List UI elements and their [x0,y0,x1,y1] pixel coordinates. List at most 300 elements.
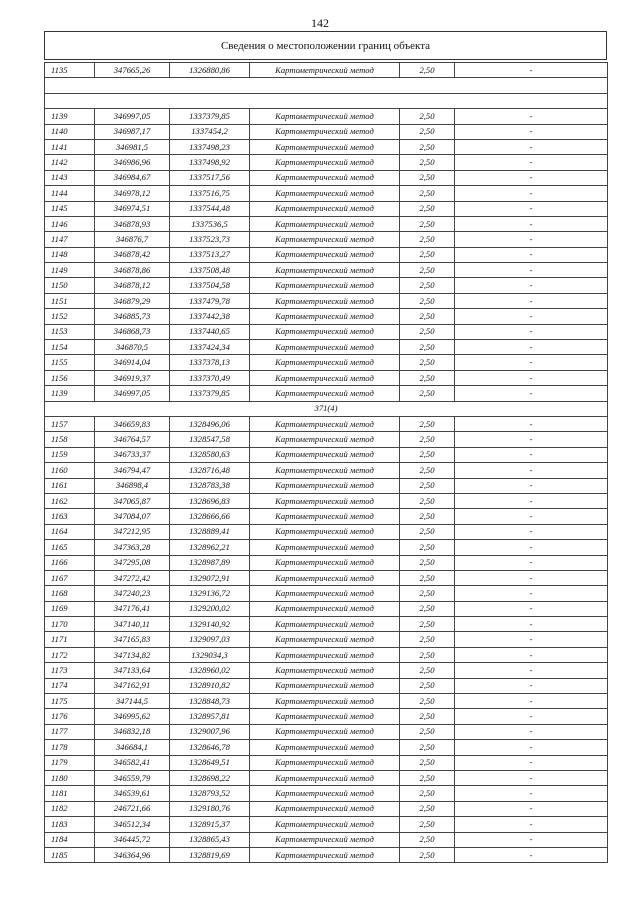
note-cell: - [455,216,608,231]
table-title: Сведения о местоположении границ объекта [44,31,607,60]
method-cell: Картометрический метод [250,324,400,339]
table-row [45,124,608,139]
point-number: 1179 [45,755,95,770]
point-number: 1161 [45,478,95,493]
accuracy-cell: 2,50 [400,416,455,431]
method-cell: Картометрический метод [250,817,400,832]
y-coordinate: 1328889,41 [170,524,250,539]
note-cell: - [455,340,608,355]
method-cell: Картометрический метод [250,463,400,478]
note-cell: - [455,540,608,555]
table-row [45,278,608,293]
method-cell: Картометрический метод [250,278,400,293]
x-coordinate: 346986,96 [95,155,170,170]
x-coordinate: 347176,41 [95,601,170,616]
y-coordinate: 1337504,58 [170,278,250,293]
empty-cell [455,78,608,93]
table-row [45,416,608,431]
y-coordinate: 1337508,48 [170,263,250,278]
table-row [45,293,608,308]
empty-cell [250,93,400,108]
table-row [45,139,608,154]
point-number: 1170 [45,617,95,632]
accuracy-cell: 2,50 [400,386,455,401]
accuracy-cell: 2,50 [400,263,455,278]
accuracy-cell: 2,50 [400,370,455,385]
y-coordinate: 1337370,49 [170,370,250,385]
method-cell: Картометрический метод [250,801,400,816]
x-coordinate: 346733,37 [95,447,170,462]
accuracy-cell: 2,50 [400,216,455,231]
note-cell: - [455,570,608,585]
accuracy-cell: 2,50 [400,647,455,662]
method-cell: Картометрический метод [250,524,400,539]
y-coordinate: 1337442,38 [170,309,250,324]
note-cell: - [455,832,608,847]
point-number: 1155 [45,355,95,370]
accuracy-cell: 2,50 [400,170,455,185]
accuracy-cell: 2,50 [400,493,455,508]
y-coordinate: 1329180,76 [170,801,250,816]
y-coordinate: 1328696,83 [170,493,250,508]
table-row [45,524,608,539]
point-number: 1183 [45,817,95,832]
y-coordinate: 1328962,21 [170,540,250,555]
y-coordinate: 1328547,58 [170,432,250,447]
point-number: 1173 [45,663,95,678]
x-coordinate: 346987,17 [95,124,170,139]
x-coordinate: 246721,66 [95,801,170,816]
point-number: 1152 [45,309,95,324]
method-cell: Картометрический метод [250,647,400,662]
note-cell: - [455,201,608,216]
x-coordinate: 346879,29 [95,293,170,308]
y-coordinate: 1326880,86 [170,63,250,78]
y-coordinate: 1337544,48 [170,201,250,216]
y-coordinate: 1328960,02 [170,663,250,678]
accuracy-cell: 2,50 [400,355,455,370]
accuracy-cell: 2,50 [400,509,455,524]
note-cell: - [455,524,608,539]
note-cell: - [455,786,608,801]
method-cell: Картометрический метод [250,263,400,278]
empty-cell [400,93,455,108]
point-number: 1142 [45,155,95,170]
method-cell: Картометрический метод [250,540,400,555]
y-coordinate: 1337379,85 [170,386,250,401]
method-cell: Картометрический метод [250,694,400,709]
y-coordinate: 1337523,73 [170,232,250,247]
accuracy-cell: 2,50 [400,309,455,324]
table-row [45,355,608,370]
table-row [45,601,608,616]
point-number: 1174 [45,678,95,693]
method-cell: Картометрический метод [250,786,400,801]
accuracy-cell: 2,50 [400,617,455,632]
point-number: 1144 [45,186,95,201]
method-cell: Картометрический метод [250,124,400,139]
accuracy-cell: 2,50 [400,247,455,262]
empty-cell [45,78,95,93]
method-cell: Картометрический метод [250,340,400,355]
page-number: 142 [311,16,329,30]
section-label: 371(4) [45,401,608,416]
note-cell: - [455,647,608,662]
table-row [45,170,608,185]
accuracy-cell: 2,50 [400,324,455,339]
method-cell: Картометрический метод [250,247,400,262]
y-coordinate: 1329200,02 [170,601,250,616]
empty-cell [95,93,170,108]
point-number: 1151 [45,293,95,308]
y-coordinate: 1337516,75 [170,186,250,201]
y-coordinate: 1328666,66 [170,509,250,524]
note-cell: - [455,155,608,170]
y-coordinate: 1329034,3 [170,647,250,662]
method-cell: Картометрический метод [250,724,400,739]
note-cell: - [455,355,608,370]
x-coordinate: 347240,23 [95,586,170,601]
method-cell: Картометрический метод [250,678,400,693]
empty-row [45,93,608,108]
x-coordinate: 346885,73 [95,309,170,324]
method-cell: Картометрический метод [250,832,400,847]
y-coordinate: 1337517,56 [170,170,250,185]
y-coordinate: 1328793,52 [170,786,250,801]
table-row [45,724,608,739]
method-cell: Картометрический метод [250,555,400,570]
accuracy-cell: 2,50 [400,293,455,308]
method-cell: Картометрический метод [250,447,400,462]
coordinates-table [44,62,608,863]
note-cell: - [455,817,608,832]
note-cell: - [455,370,608,385]
table-row [45,586,608,601]
accuracy-cell: 2,50 [400,847,455,862]
method-cell: Картометрический метод [250,201,400,216]
note-cell: - [455,601,608,616]
accuracy-cell: 2,50 [400,694,455,709]
y-coordinate: 1329140,92 [170,617,250,632]
y-coordinate: 1337513,27 [170,247,250,262]
accuracy-cell: 2,50 [400,340,455,355]
method-cell: Картометрический метод [250,493,400,508]
y-coordinate: 1337378,13 [170,355,250,370]
table-row [45,832,608,847]
method-cell: Картометрический метод [250,416,400,431]
accuracy-cell: 2,50 [400,601,455,616]
table-row [45,694,608,709]
x-coordinate: 346878,12 [95,278,170,293]
table-row [45,340,608,355]
x-coordinate: 346868,73 [95,324,170,339]
note-cell: - [455,263,608,278]
method-cell: Картометрический метод [250,740,400,755]
x-coordinate: 347665,26 [95,63,170,78]
note-cell: - [455,278,608,293]
point-number: 1175 [45,694,95,709]
note-cell: - [455,770,608,785]
x-coordinate: 347144,5 [95,694,170,709]
empty-cell [170,78,250,93]
method-cell: Картометрический метод [250,155,400,170]
accuracy-cell: 2,50 [400,447,455,462]
x-coordinate: 346995,62 [95,709,170,724]
note-cell: - [455,386,608,401]
note-cell: - [455,586,608,601]
point-number: 1168 [45,586,95,601]
table-row [45,678,608,693]
x-coordinate: 346981,5 [95,139,170,154]
point-number: 1158 [45,432,95,447]
note-cell: - [455,416,608,431]
x-coordinate: 347134,82 [95,647,170,662]
point-number: 1176 [45,709,95,724]
table-row [45,63,608,78]
y-coordinate: 1328910,82 [170,678,250,693]
y-coordinate: 1337454,2 [170,124,250,139]
x-coordinate: 347084,07 [95,509,170,524]
note-cell: - [455,309,608,324]
table-row [45,247,608,262]
method-cell: Картометрический метод [250,770,400,785]
note-cell: - [455,678,608,693]
y-coordinate: 1328649,51 [170,755,250,770]
note-cell: - [455,709,608,724]
y-coordinate: 1328819,69 [170,847,250,862]
table-row [45,632,608,647]
y-coordinate: 1337479,78 [170,293,250,308]
x-coordinate: 346997,05 [95,109,170,124]
table-row [45,309,608,324]
table-row [45,709,608,724]
note-cell: - [455,478,608,493]
note-cell: - [455,247,608,262]
y-coordinate: 1337379,85 [170,109,250,124]
table-row [45,755,608,770]
method-cell: Картометрический метод [250,170,400,185]
x-coordinate: 346445,72 [95,832,170,847]
accuracy-cell: 2,50 [400,478,455,493]
method-cell: Картометрический метод [250,355,400,370]
accuracy-cell: 2,50 [400,786,455,801]
table-row [45,432,608,447]
point-number: 1163 [45,509,95,524]
accuracy-cell: 2,50 [400,432,455,447]
method-cell: Картометрический метод [250,216,400,231]
x-coordinate: 346978,12 [95,186,170,201]
table-row [45,801,608,816]
method-cell: Картометрический метод [250,293,400,308]
point-number: 1149 [45,263,95,278]
note-cell: - [455,447,608,462]
point-number: 1156 [45,370,95,385]
point-number: 1159 [45,447,95,462]
accuracy-cell: 2,50 [400,124,455,139]
table-row [45,186,608,201]
point-number: 1165 [45,540,95,555]
note-cell: - [455,724,608,739]
accuracy-cell: 2,50 [400,570,455,585]
table-row [45,216,608,231]
accuracy-cell: 2,50 [400,663,455,678]
accuracy-cell: 2,50 [400,109,455,124]
x-coordinate: 346898,4 [95,478,170,493]
section-row [45,401,608,416]
point-number: 1167 [45,570,95,585]
y-coordinate: 1328716,48 [170,463,250,478]
point-number: 1162 [45,493,95,508]
accuracy-cell: 2,50 [400,232,455,247]
y-coordinate: 1329136,72 [170,586,250,601]
x-coordinate: 347140,11 [95,617,170,632]
method-cell: Картометрический метод [250,186,400,201]
method-cell: Картометрический метод [250,617,400,632]
x-coordinate: 346876,7 [95,232,170,247]
method-cell: Картометрический метод [250,509,400,524]
accuracy-cell: 2,50 [400,755,455,770]
table-row [45,478,608,493]
table-row [45,370,608,385]
method-cell: Картометрический метод [250,139,400,154]
method-cell: Картометрический метод [250,478,400,493]
accuracy-cell: 2,50 [400,740,455,755]
table-row [45,324,608,339]
table-row [45,663,608,678]
table-row [45,232,608,247]
table-row [45,770,608,785]
x-coordinate: 346878,93 [95,216,170,231]
method-cell: Картометрический метод [250,601,400,616]
table-row [45,740,608,755]
point-number: 1166 [45,555,95,570]
note-cell: - [455,663,608,678]
accuracy-cell: 2,50 [400,586,455,601]
y-coordinate: 1328865,43 [170,832,250,847]
accuracy-cell: 2,50 [400,709,455,724]
point-number: 1148 [45,247,95,262]
empty-cell [455,93,608,108]
accuracy-cell: 2,50 [400,832,455,847]
point-number: 1139 [45,386,95,401]
accuracy-cell: 2,50 [400,63,455,78]
method-cell: Картометрический метод [250,586,400,601]
note-cell: - [455,493,608,508]
method-cell: Картометрический метод [250,570,400,585]
accuracy-cell: 2,50 [400,555,455,570]
y-coordinate: 1328698,22 [170,770,250,785]
y-coordinate: 1329097,03 [170,632,250,647]
method-cell: Картометрический метод [250,370,400,385]
x-coordinate: 347165,83 [95,632,170,647]
accuracy-cell: 2,50 [400,770,455,785]
method-cell: Картометрический метод [250,63,400,78]
note-cell: - [455,324,608,339]
note-cell: - [455,432,608,447]
method-cell: Картометрический метод [250,709,400,724]
point-number: 1172 [45,647,95,662]
accuracy-cell: 2,50 [400,801,455,816]
x-coordinate: 347212,95 [95,524,170,539]
point-number: 1147 [45,232,95,247]
y-coordinate: 1328783,38 [170,478,250,493]
x-coordinate: 346659,83 [95,416,170,431]
table-row [45,617,608,632]
x-coordinate: 347133,64 [95,663,170,678]
accuracy-cell: 2,50 [400,186,455,201]
note-cell: - [455,63,608,78]
method-cell: Картометрический метод [250,663,400,678]
x-coordinate: 346914,04 [95,355,170,370]
table-row [45,386,608,401]
note-cell: - [455,139,608,154]
note-cell: - [455,694,608,709]
note-cell: - [455,847,608,862]
y-coordinate: 1328957,81 [170,709,250,724]
method-cell: Картометрический метод [250,232,400,247]
x-coordinate: 346984,67 [95,170,170,185]
empty-cell [400,78,455,93]
point-number: 1139 [45,109,95,124]
x-coordinate: 347162,91 [95,678,170,693]
accuracy-cell: 2,50 [400,524,455,539]
point-number: 1141 [45,139,95,154]
table-row [45,463,608,478]
method-cell: Картометрический метод [250,109,400,124]
table-row [45,786,608,801]
x-coordinate: 347363,28 [95,540,170,555]
y-coordinate: 1328496,06 [170,416,250,431]
accuracy-cell: 2,50 [400,678,455,693]
y-coordinate: 1337498,92 [170,155,250,170]
point-number: 1171 [45,632,95,647]
y-coordinate: 1328848,73 [170,694,250,709]
empty-cell [45,93,95,108]
x-coordinate: 346364,96 [95,847,170,862]
note-cell: - [455,109,608,124]
accuracy-cell: 2,50 [400,278,455,293]
note-cell: - [455,632,608,647]
point-number: 1157 [45,416,95,431]
x-coordinate: 346764,57 [95,432,170,447]
note-cell: - [455,293,608,308]
note-cell: - [455,617,608,632]
method-cell: Картометрический метод [250,432,400,447]
accuracy-cell: 2,50 [400,155,455,170]
empty-row [45,78,608,93]
y-coordinate: 1329007,96 [170,724,250,739]
method-cell: Картометрический метод [250,632,400,647]
y-coordinate: 1329072,91 [170,570,250,585]
table-row [45,555,608,570]
y-coordinate: 1337424,34 [170,340,250,355]
x-coordinate: 347065,87 [95,493,170,508]
note-cell: - [455,740,608,755]
accuracy-cell: 2,50 [400,139,455,154]
point-number: 1177 [45,724,95,739]
table-row [45,570,608,585]
x-coordinate: 346878,86 [95,263,170,278]
note-cell: - [455,170,608,185]
table-row [45,540,608,555]
x-coordinate: 346870,5 [95,340,170,355]
method-cell: Картометрический метод [250,755,400,770]
y-coordinate: 1337536,5 [170,216,250,231]
note-cell: - [455,186,608,201]
table-row [45,847,608,862]
y-coordinate: 1328580,63 [170,447,250,462]
x-coordinate: 346919,37 [95,370,170,385]
